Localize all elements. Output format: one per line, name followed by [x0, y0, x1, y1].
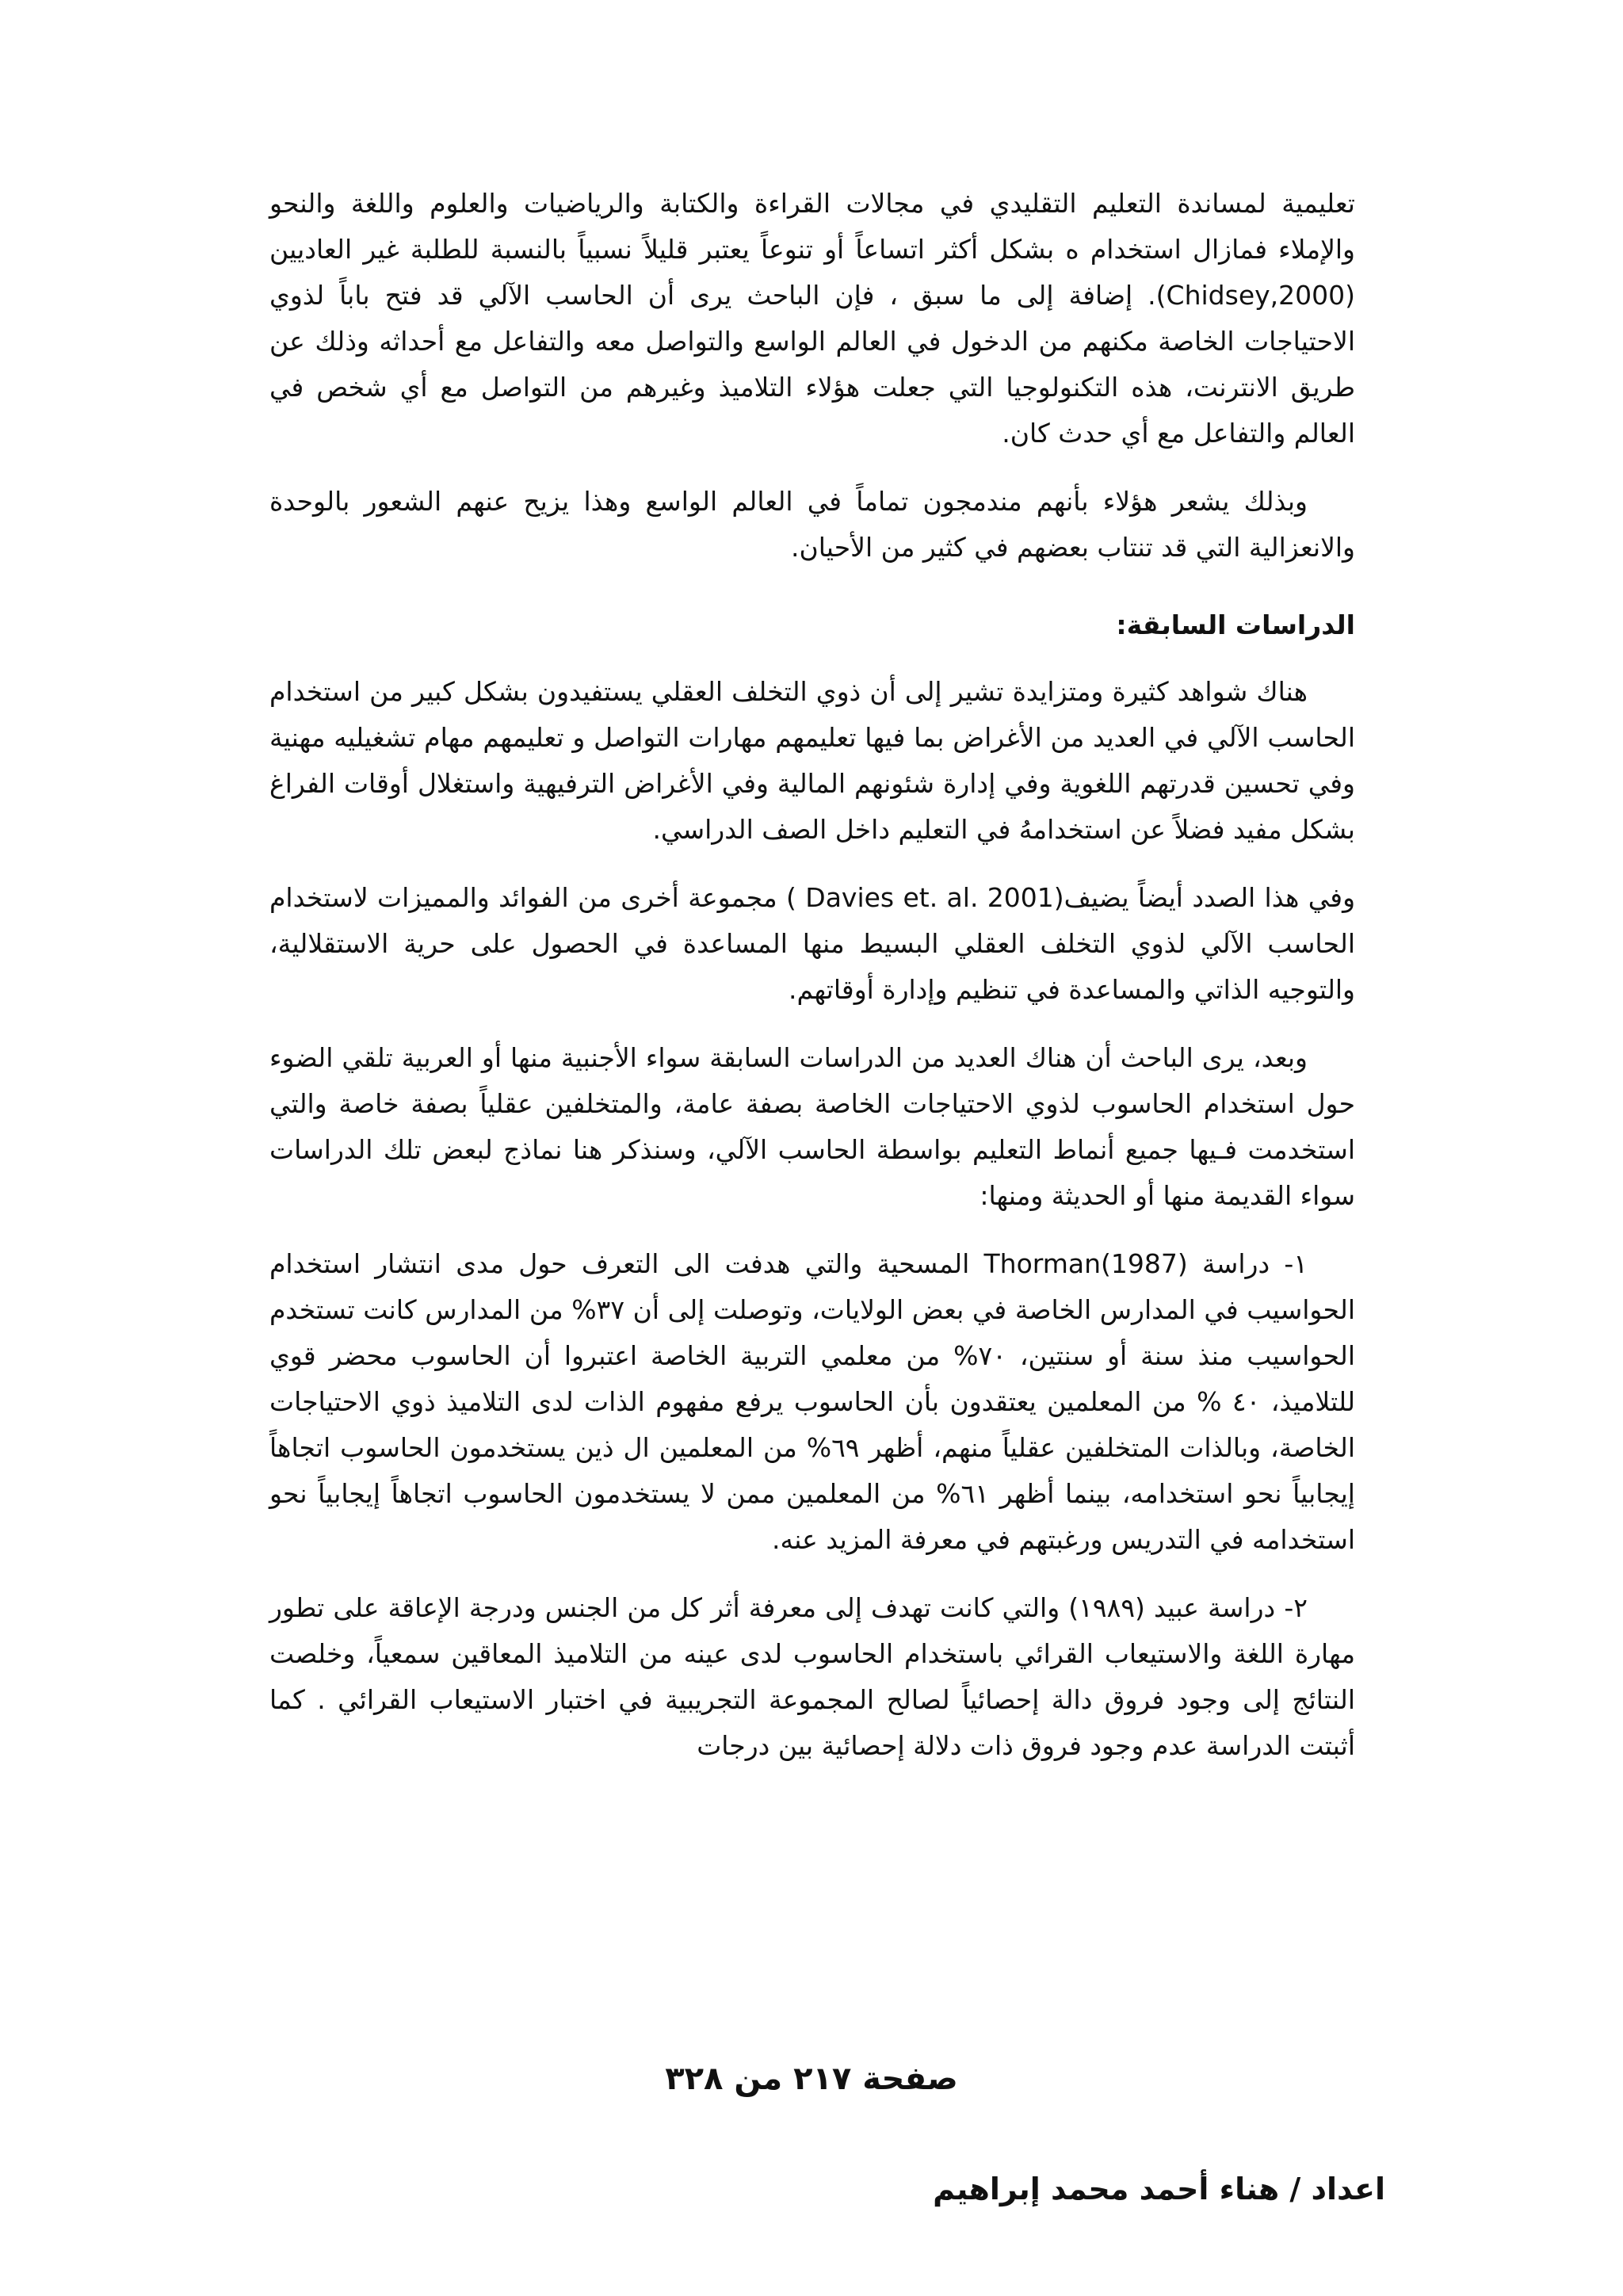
author-credit: اعداد / هناء أحمد محمد إبراهيم — [933, 2172, 1385, 2206]
paragraph-davies: وفي هذا الصدد أيضاً يضيف(Davies et. al. 2001 ) مجموعة أخرى من الفوائد والمميزات لاستخدام الحاسب الآلي لذوي التخلف العقلي البسيط منها المساعدة في الحصول على حرية الاستقلالية، والتوجيه الذاتي والمساعدة في تنظيم وإدارة أوقاتهم. — [269, 882, 1355, 1005]
paragraph-study-thorman: ١- دراسة Thorman(1987) المسحية والتي هدفت الى التعرف حول مدى انتشار استخدام الحواسيب في المدارس الخاصة في بعض الولايات، وتوصلت إلى أن ٣٧% من المدارس كانت تستخدم الحواسيب منذ سنة أو سنتين، ٧٠% من معلمي التربية الخاصة اعتبروا أن الحاسوب محضر قوي للتلاميذ، ٤٠ % من المعلمين يعتقدون بأن الحاسوب يرفع مفهوم الذات لدى التلاميذ ذوي الاحتياجات الخاصة، وبالذات المتخلفين عقلياً منهم، أظهر ٦٩% من المعلمين ال ذين يستخدمون الحاسوب اتجاهاً إيجابياً نحو استخدامه، بينما أظهر ٦١% من المعلمين ممن لا يستخدمون الحاسوب اتجاهاً إيجابياً نحو استخدامه في التدريس ورغبتهم في معرفة المزيد عنه. — [269, 1248, 1355, 1555]
paragraph-integration: وبذلك يشعر هؤلاء بأنهم مندمجون تماماً في العالم الواسع وهذا يزيح عنهم الشعور بالوحدة والانعزالية التي قد تنتاب بعضهم في كثير من الأحيان. — [269, 486, 1355, 563]
page-number: صفحة ٢١٧ من ٣٢٨ — [665, 2061, 958, 2097]
paragraph-evidence: هناك شواهد كثيرة ومتزايدة تشير إلى أن ذوي التخلف العقلي يستفيدون بشكل كبير من استخدام الحاسب الآلي في العديد من الأغراض بما فيها تعليمهم مهارات التواصل و تعليمهم مهام تشغيليه مهنية وفي تحسين قدرتهم اللغوية وفي إدارة شئونهم المالية وفي الأغراض الترفيهية واستغلال أوقات الفراغ بشكل مفيد فضلاً عن استخدامهُ في التعليم داخل الصف الدراسي. — [269, 676, 1355, 845]
section-heading-previous-studies: الدراسات السابقة: — [1116, 609, 1355, 640]
paragraph-overview: وبعد، يرى الباحث أن هناك العديد من الدراسات السابقة سواء الأجنبية منها أو العربية تلقي الضوء حول استخدام الحاسوب لذوي الاحتياجات الخاصة بصفة عامة، والمتخلفين عقلياً بصفة خاصة والتي استخدمت فـيها جميع أنماط التعليم بواسطة الحاسب الآلي، وسنذكر هنا نماذج لبعض تلك الدراسات سواء القديمة منها أو الحديثة ومنها: — [269, 1042, 1355, 1211]
document-body — [269, 181, 1355, 1801]
paragraph-study-obaid: ٢- دراسة عبيد (١٩٨٩) والتي كانت تهدف إلى معرفة أثر كل من الجنس ودرجة الإعاقة على تطور مهارة اللغة والاستيعاب القرائي باستخدام الحاسوب لدى عينه من التلاميذ المعاقين سمعياً، وخلصت النتائج إلى وجود فروق دالة إحصائياً لصالح المجموعة التجريبية في اختبار الاستيعاب القرائي . كما أثبتت الدراسة عدم وجود فروق ذات دلالة إحصائية بين درجات — [269, 1592, 1355, 1761]
paragraph-intro: تعليمية لمساندة التعليم التقليدي في مجالات القراءة والكتابة والرياضيات والعلوم واللغة والنحو والإملاء فمازال استخدام ه بشكل أكثر اتساعاً أو تنوعاً يعتبر قليلاً نسبياً بالنسبة للطلبة غير العاديين (Chidsey,2000). إضافة إلى ما سبق ، فإن الباحث يرى أن الحاسب الآلي قد فتح باباً لذوي الاحتياجات الخاصة مكنهم من الدخول في العالم الواسع والتواصل معه والتفاعل مع أحداثه وذلك عن طريق الانترنت، هذه التكنولوجيا التي جعلت هؤلاء التلاميذ وغيرهم من التواصل مع أي شخص في العالم والتفاعل مع أي حدث كان. — [269, 188, 1355, 449]
